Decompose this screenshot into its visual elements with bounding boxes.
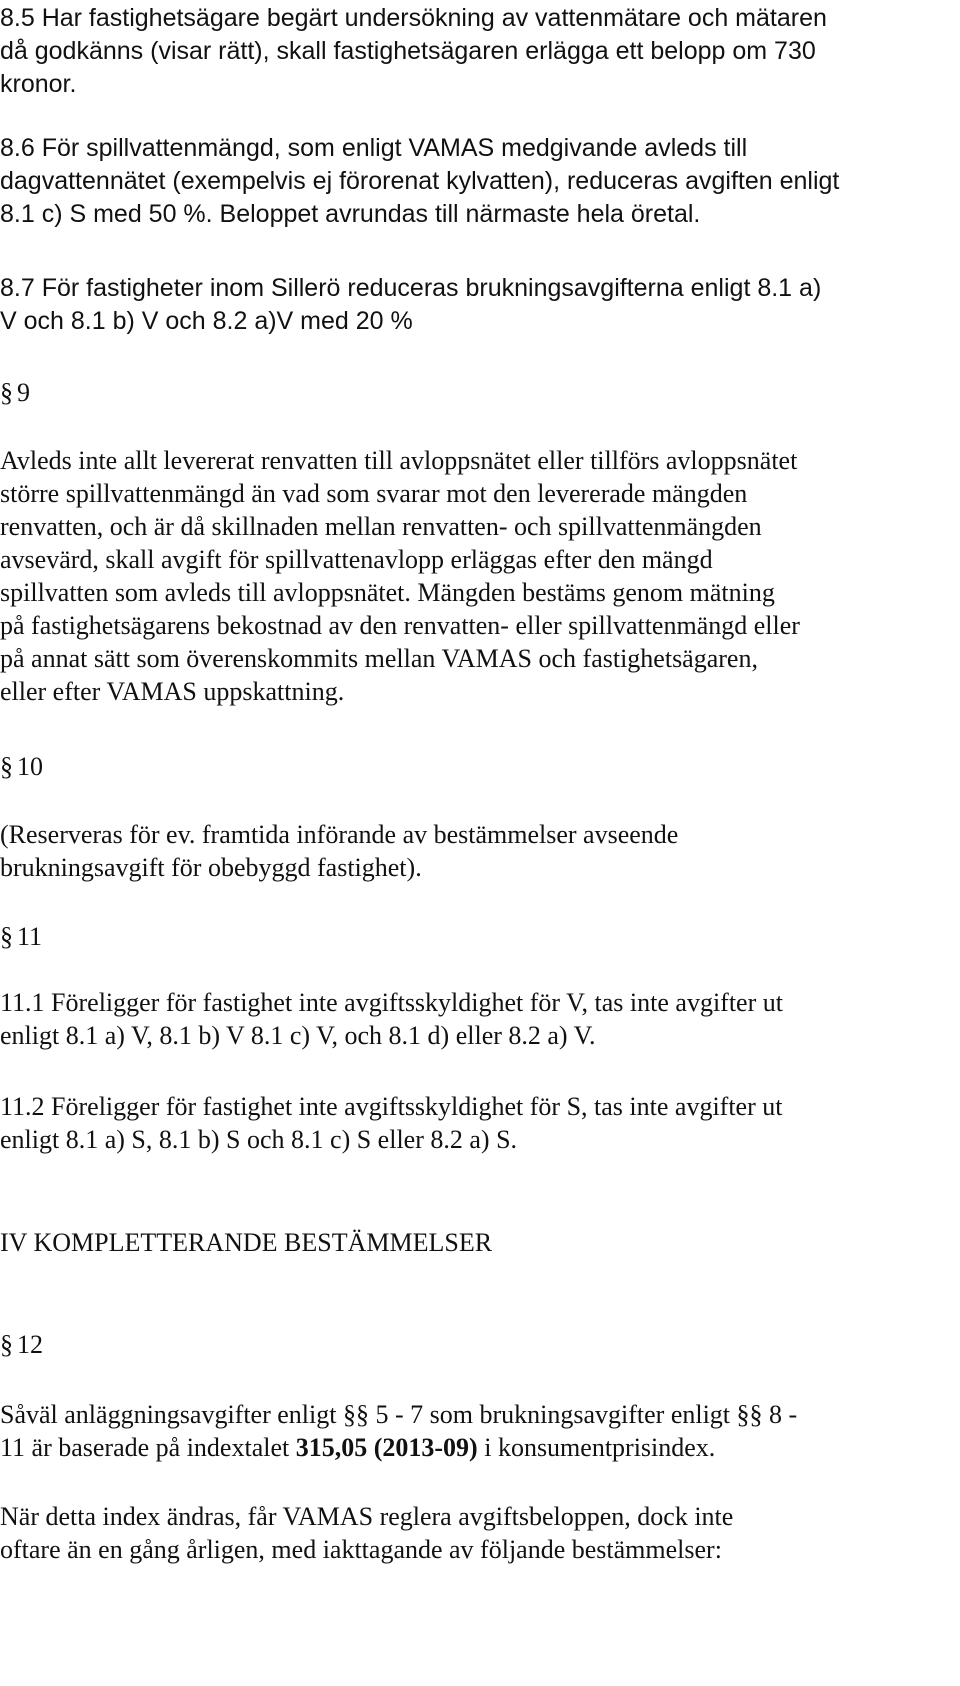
text-line: V och 8.1 b) V och 8.2 a)V med 20 % <box>0 307 413 335</box>
section-symbol: § <box>736 1400 750 1429</box>
text-line: spillvatten som avleds till avloppsnätet. Mängden bestäms genom mätning <box>0 578 775 607</box>
text-run: Såväl anläggningsavgifter enligt <box>0 1400 343 1429</box>
section-symbol: § <box>342 1400 356 1429</box>
paragraph-11-2 <box>0 1090 950 1156</box>
section-number: 11 <box>17 922 43 951</box>
text-line: större spillvattenmängd än vad som svarar mot den levererade mängden <box>0 479 748 508</box>
text-line: dagvattennätet (exempelvis ej förorenat kylvatten), reduceras avgiften enligt <box>0 167 840 195</box>
text-line: då godkänns (visar rätt), skall fastighetsägaren erlägga ett belopp om 730 <box>0 37 816 65</box>
text-line: eller efter VAMAS uppskattning. <box>0 677 345 706</box>
section-symbol: § <box>0 922 13 951</box>
section-number: 10 <box>17 752 43 781</box>
text-run: 8 - <box>762 1400 798 1429</box>
paragraph-13 <box>0 1500 950 1566</box>
text-line: avsevärd, skall avgift för spillvattenavlopp erläggas efter den mängd <box>0 545 713 574</box>
text-run: 5 - 7 som brukningsavgifter enligt <box>368 1400 737 1429</box>
paragraph-12 <box>0 1398 950 1464</box>
text-line: på fastighetsägarens bekostnad av den renvatten- eller spillvattenmängd eller <box>0 611 800 640</box>
text-line <box>0 1398 950 1431</box>
text-line: När detta index ändras, får VAMAS reglera avgiftsbeloppen, dock inte <box>0 1502 734 1531</box>
text-line: Avleds inte allt levererat renvatten till avloppsnätet eller tillförs avloppsnätet <box>0 446 798 475</box>
text-line <box>0 1431 950 1464</box>
text-line: 8.7 För fastigheter inom Sillerö reduceras brukningsavgifterna enligt 8.1 a) <box>0 274 822 302</box>
paragraph-10 <box>0 818 950 884</box>
section-symbol: § <box>355 1400 369 1429</box>
paragraph-8-6 <box>0 132 950 231</box>
text-line: oftare än en gång årligen, med iakttagande av följande bestämmelser: <box>0 1535 722 1564</box>
text-run: i konsumentprisindex. <box>477 1433 716 1462</box>
text-run: 11 är baserade på indextalet <box>0 1433 296 1462</box>
paragraph-8-5 <box>0 2 950 101</box>
text-line: 8.1 c) S med 50 %. Beloppet avrundas till närmaste hela öretal. <box>0 200 701 228</box>
section-symbol: § <box>0 378 13 407</box>
text-line: enligt 8.1 a) S, 8.1 b) S och 8.1 c) S eller 8.2 a) S. <box>0 1125 518 1154</box>
section-heading-11 <box>0 920 950 953</box>
text-line: enligt 8.1 a) V, 8.1 b) V 8.1 c) V, och 8.1 d) eller 8.2 a) V. <box>0 1021 596 1050</box>
text-line: 11.2 Föreligger för fastighet inte avgiftsskyldighet för S, tas inte avgifter ut <box>0 1092 783 1121</box>
text-line: renvatten, och är då skillnaden mellan renvatten- och spillvattenmängden <box>0 512 762 541</box>
section-number: 12 <box>17 1330 43 1359</box>
text-line: kronor. <box>0 70 77 98</box>
text-line: brukningsavgift för obebyggd fastighet). <box>0 853 422 882</box>
chapter-title: IV KOMPLETTERANDE BESTÄMMELSER <box>0 1228 493 1257</box>
section-heading-12 <box>0 1328 950 1361</box>
section-symbol: § <box>749 1400 763 1429</box>
text-line: 8.5 Har fastighetsägare begärt undersökning av vattenmätare och mätaren <box>0 4 827 32</box>
text-line: på annat sätt som överenskommits mellan VAMAS och fastighetsägaren, <box>0 644 758 673</box>
section-heading-9 <box>0 376 950 409</box>
text-line: 11.1 Föreligger för fastighet inte avgiftsskyldighet för V, tas inte avgifter ut <box>0 988 783 1017</box>
paragraph-9 <box>0 444 950 708</box>
index-value: 315,05 (2013-09) <box>295 1433 478 1462</box>
text-line: 8.6 För spillvattenmängd, som enligt VAMAS medgivande avleds till <box>0 134 748 162</box>
section-symbol: § <box>0 752 13 781</box>
section-number: 9 <box>17 378 30 407</box>
paragraph-11-1 <box>0 986 950 1052</box>
paragraph-8-7 <box>0 272 950 338</box>
chapter-heading <box>0 1226 950 1259</box>
section-heading-10 <box>0 750 950 783</box>
section-symbol: § <box>0 1330 13 1359</box>
text-line: (Reserveras för ev. framtida införande av bestämmelser avseende <box>0 820 679 849</box>
